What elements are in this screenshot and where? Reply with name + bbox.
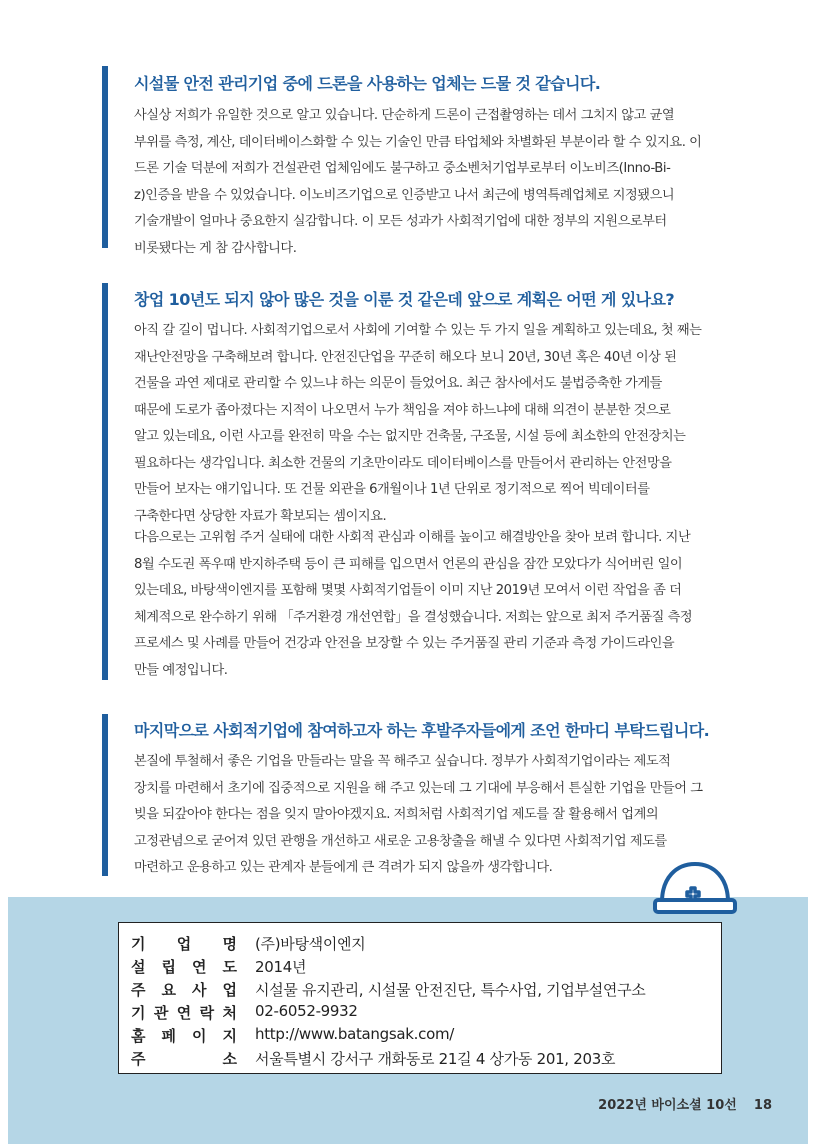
section-bar <box>102 714 108 876</box>
company-info-box <box>118 922 722 1074</box>
answer-paragraph: 다음으로는 고위험 주거 실태에 대한 사회적 관심과 이해를 높이고 해결방안을 찾아 보려 합니다. 지난 8월 수도권 폭우때 반지하주택 등이 큰 피해를 입으면서 언론의 관심을 잠깐 모았다가 식어버린 일이 있는데요, 바탕색이엔지를 포함해 몇몇 사회적기업들이 이미 지난 2019년 모여서 이런 작업을 좀 더 체계적으로 완수하기 위해 「주거환경 개선연합」을 결성했습니다. 저희는 앞으로 최저 주거품질 측정 프로세스 및 사례를 만들어 건강과 안전을 보장할 수 있는 주거품질 관리 기준과 측정 가이드라인을 만들 예정입니다. <box>134 530 693 678</box>
qa-section-1 <box>102 66 752 256</box>
publication-title: 2022년 바이소셜 10선 <box>598 1098 737 1113</box>
section-question: 마지막으로 사회적기업에 참여하고자 하는 후발주자들에게 조언 한마디 부탁드립니다. <box>134 721 710 740</box>
answer-paragraph: 사실상 저희가 유일한 것으로 알고 있습니다. 단순하게 드론이 근접촬영하는 데서 그치지 않고 균열 부위를 측정, 계산, 데이터베이스화할 수 있는 기술인 만큼 타업체와 차별화된 부분이라 할 수 있지요. 이 드론 기술 덕분에 저희가 건설관련 업체임에도 불구하고 중소벤처기업부로부터 이노비즈(Inno-Bi- z)인증을 받을 수 있었습니다. 이노비즈기업으로 인증받고 나서 최근에 병역특례업체로 지정됐으니 기술개발이 얼마나 중요한지 실감합니다. 이 모든 성과가 사회적기업에 대한 정부의 지원으로부터 비롯됐다는 게 참 감사합니다. <box>134 108 702 256</box>
qa-section-2 <box>102 283 752 680</box>
answer-paragraph: 본질에 투철해서 좋은 기업을 만들라는 말을 꼭 해주고 싶습니다. 정부가 사회적기업이라는 제도적 장치를 마련해서 초기에 집중적으로 지원을 해 주고 있는데 그 기대에 부응해서 튼실한 기업을 만들어 그 빚을 되갚아야 한다는 점을 잊지 말아야겠지요. 저희처럼 사회적기업 제도를 잘 활용해서 업계의 고정관념으로 굳어져 있던 관행을 개선하고 새로운 고용창출을 해낼 수 있다면 사회적기업 제도를 마련하고 운용하고 있는 관계자 분들에게 큰 격려가 되지 않을까 생각합니다. <box>134 754 703 875</box>
hard-hat-icon <box>652 856 738 920</box>
info-label: 주 요 사 업 <box>131 981 237 999</box>
info-label: 주 소 <box>131 1050 237 1068</box>
section-question: 창업 10년도 되지 않아 많은 것을 이룬 것 같은데 앞으로 계획은 어떤 게 있나요? <box>134 290 675 309</box>
page-number: 18 <box>753 1098 772 1113</box>
info-label: 기 업 명 <box>131 935 237 953</box>
info-value: 2014년 <box>255 958 307 976</box>
info-label: 기 관 연 락 처 <box>131 1004 237 1022</box>
section-bar <box>102 283 108 680</box>
qa-section-3 <box>102 714 752 876</box>
info-label: 홈 페 이 지 <box>131 1027 237 1045</box>
section-bar <box>102 66 108 248</box>
info-value: 시설물 유지관리, 시설물 안전진단, 특수사업, 기업부설연구소 <box>255 981 646 999</box>
info-label: 설 립 연 도 <box>131 958 237 976</box>
page-footer <box>598 1094 772 1113</box>
answer-paragraph: 아직 갈 길이 멉니다. 사회적기업으로서 사회에 기여할 수 있는 두 가지 일을 계획하고 있는데요, 첫 째는 재난안전망을 구축해보려 합니다. 안전진단업을 꾸준히 해오다 보니 20년, 30년 혹은 40년 이상 된 건물을 과연 제대로 관리할 수 있느냐 하는 의문이 들었어요. 최근 참사에서도 불법증축한 가게들 때문에 도로가 좁아졌다는 지적이 나오면서 누가 책임을 져야 하느냐에 대해 의견이 분분한 것으로 알고 있는데요, 이런 사고를 완전히 막을 수는 없지만 건축물, 구조물, 시설 등에 최소한의 안전장치는 필요하다는 생각입니다. 최소한 건물의 기초만이라도 데이터베이스를 만들어서 관리하는 안전망을 만들어 보자는 얘기입니다. 또 건물 외관을 6개월이나 1년 단위로 정기적으로 찍어 빅데이터를 구축한다면 상당한 자료가 확보되는 셈이지요. <box>134 323 702 524</box>
homepage-link[interactable]: http://www.batangsak.com/ <box>255 1025 455 1043</box>
info-value: 서울특별시 강서구 개화동로 21길 4 상가동 201, 203호 <box>255 1050 616 1068</box>
info-value: (주)바탕색이엔지 <box>255 935 366 953</box>
section-question: 시설물 안전 관리기업 중에 드론을 사용하는 업체는 드물 것 같습니다. <box>134 74 601 93</box>
info-value: 02-6052-9932 <box>255 1002 358 1020</box>
